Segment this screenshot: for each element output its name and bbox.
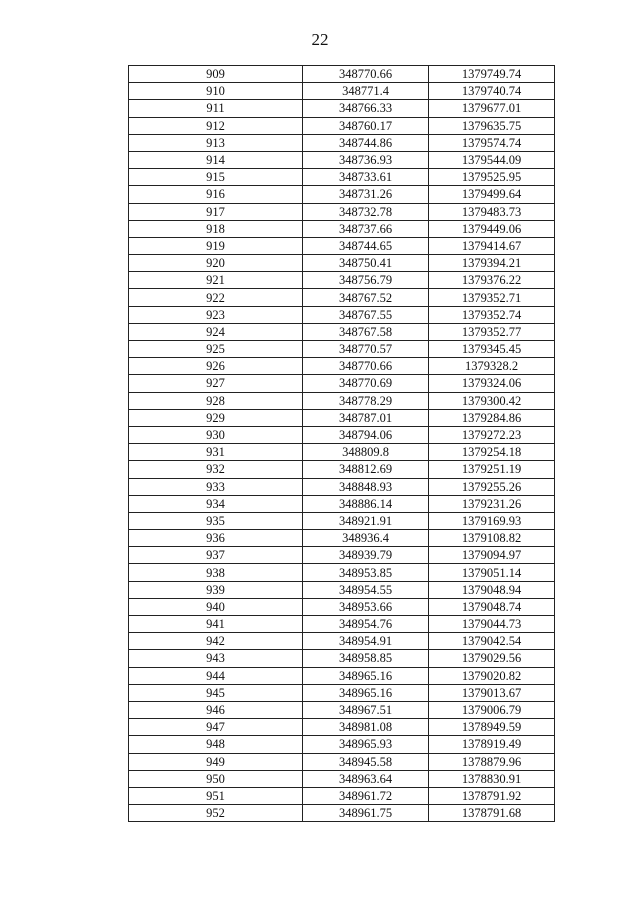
table-row	[129, 495, 555, 512]
table-row	[129, 392, 555, 409]
point-number-cell: 932	[129, 461, 303, 478]
point-number-cell: 916	[129, 186, 303, 203]
x-coordinate-cell: 348770.57	[303, 341, 429, 358]
y-coordinate-cell: 1379094.97	[429, 547, 555, 564]
table-row	[129, 409, 555, 426]
y-coordinate-cell: 1379013.67	[429, 684, 555, 701]
coordinates-table-body	[129, 66, 555, 822]
y-coordinate-cell: 1379048.94	[429, 581, 555, 598]
table-row	[129, 426, 555, 443]
y-coordinate-cell: 1379284.86	[429, 409, 555, 426]
point-number-cell: 924	[129, 323, 303, 340]
point-number-cell: 937	[129, 547, 303, 564]
table-row	[129, 719, 555, 736]
y-coordinate-cell: 1379483.73	[429, 203, 555, 220]
y-coordinate-cell: 1379255.26	[429, 478, 555, 495]
x-coordinate-cell: 348767.52	[303, 289, 429, 306]
point-number-cell: 948	[129, 736, 303, 753]
table-row	[129, 151, 555, 168]
point-number-cell: 939	[129, 581, 303, 598]
x-coordinate-cell: 348737.66	[303, 220, 429, 237]
y-coordinate-cell: 1379324.06	[429, 375, 555, 392]
x-coordinate-cell: 348732.78	[303, 203, 429, 220]
y-coordinate-cell: 1379300.42	[429, 392, 555, 409]
y-coordinate-cell: 1379029.56	[429, 650, 555, 667]
x-coordinate-cell: 348770.66	[303, 66, 429, 83]
point-number-cell: 944	[129, 667, 303, 684]
table-row	[129, 375, 555, 392]
table-row	[129, 736, 555, 753]
y-coordinate-cell: 1379677.01	[429, 100, 555, 117]
y-coordinate-cell: 1379020.82	[429, 667, 555, 684]
table-row	[129, 633, 555, 650]
table-row	[129, 83, 555, 100]
y-coordinate-cell: 1379231.26	[429, 495, 555, 512]
point-number-cell: 912	[129, 117, 303, 134]
y-coordinate-cell: 1378791.68	[429, 805, 555, 822]
table-row	[129, 186, 555, 203]
point-number-cell: 913	[129, 134, 303, 151]
table-row	[129, 203, 555, 220]
x-coordinate-cell: 348954.91	[303, 633, 429, 650]
x-coordinate-cell: 348756.79	[303, 272, 429, 289]
x-coordinate-cell: 348770.66	[303, 358, 429, 375]
x-coordinate-cell: 348939.79	[303, 547, 429, 564]
x-coordinate-cell: 348778.29	[303, 392, 429, 409]
y-coordinate-cell: 1379345.45	[429, 341, 555, 358]
y-coordinate-cell: 1379044.73	[429, 616, 555, 633]
x-coordinate-cell: 348736.93	[303, 151, 429, 168]
point-number-cell: 938	[129, 564, 303, 581]
y-coordinate-cell: 1379352.77	[429, 323, 555, 340]
table-row	[129, 341, 555, 358]
page-number: 22	[311, 30, 329, 49]
y-coordinate-cell: 1379499.64	[429, 186, 555, 203]
point-number-cell: 923	[129, 306, 303, 323]
x-coordinate-cell: 348744.86	[303, 134, 429, 151]
point-number-cell: 915	[129, 169, 303, 186]
table-row	[129, 478, 555, 495]
point-number-cell: 935	[129, 512, 303, 529]
x-coordinate-cell: 348953.85	[303, 564, 429, 581]
table-row	[129, 547, 555, 564]
y-coordinate-cell: 1379006.79	[429, 701, 555, 718]
point-number-cell: 931	[129, 444, 303, 461]
table-row	[129, 787, 555, 804]
y-coordinate-cell: 1379740.74	[429, 83, 555, 100]
y-coordinate-cell: 1379254.18	[429, 444, 555, 461]
point-number-cell: 928	[129, 392, 303, 409]
x-coordinate-cell: 348967.51	[303, 701, 429, 718]
point-number-cell: 919	[129, 237, 303, 254]
table-row	[129, 66, 555, 83]
x-coordinate-cell: 348787.01	[303, 409, 429, 426]
x-coordinate-cell: 348770.69	[303, 375, 429, 392]
point-number-cell: 929	[129, 409, 303, 426]
point-number-cell: 947	[129, 719, 303, 736]
x-coordinate-cell: 348965.16	[303, 667, 429, 684]
table-row	[129, 289, 555, 306]
x-coordinate-cell: 348744.65	[303, 237, 429, 254]
table-row	[129, 100, 555, 117]
table-row	[129, 169, 555, 186]
x-coordinate-cell: 348848.93	[303, 478, 429, 495]
point-number-cell: 922	[129, 289, 303, 306]
table-row	[129, 306, 555, 323]
y-coordinate-cell: 1379525.95	[429, 169, 555, 186]
x-coordinate-cell: 348812.69	[303, 461, 429, 478]
table-row	[129, 805, 555, 822]
y-coordinate-cell: 1379048.74	[429, 598, 555, 615]
point-number-cell: 926	[129, 358, 303, 375]
x-coordinate-cell: 348936.4	[303, 530, 429, 547]
table-row	[129, 701, 555, 718]
x-coordinate-cell: 348760.17	[303, 117, 429, 134]
y-coordinate-cell: 1379376.22	[429, 272, 555, 289]
table-row	[129, 770, 555, 787]
x-coordinate-cell: 348965.93	[303, 736, 429, 753]
y-coordinate-cell: 1379635.75	[429, 117, 555, 134]
x-coordinate-cell: 348981.08	[303, 719, 429, 736]
x-coordinate-cell: 348958.85	[303, 650, 429, 667]
y-coordinate-cell: 1379414.67	[429, 237, 555, 254]
x-coordinate-cell: 348766.33	[303, 100, 429, 117]
point-number-cell: 917	[129, 203, 303, 220]
point-number-cell: 936	[129, 530, 303, 547]
x-coordinate-cell: 348961.75	[303, 805, 429, 822]
x-coordinate-cell: 348771.4	[303, 83, 429, 100]
table-row	[129, 598, 555, 615]
table-row	[129, 272, 555, 289]
y-coordinate-cell: 1379449.06	[429, 220, 555, 237]
point-number-cell: 943	[129, 650, 303, 667]
x-coordinate-cell: 348794.06	[303, 426, 429, 443]
point-number-cell: 927	[129, 375, 303, 392]
x-coordinate-cell: 348809.8	[303, 444, 429, 461]
point-number-cell: 933	[129, 478, 303, 495]
point-number-cell: 940	[129, 598, 303, 615]
y-coordinate-cell: 1379749.74	[429, 66, 555, 83]
point-number-cell: 950	[129, 770, 303, 787]
y-coordinate-cell: 1379544.09	[429, 151, 555, 168]
point-number-cell: 921	[129, 272, 303, 289]
y-coordinate-cell: 1379272.23	[429, 426, 555, 443]
y-coordinate-cell: 1379042.54	[429, 633, 555, 650]
x-coordinate-cell: 348965.16	[303, 684, 429, 701]
x-coordinate-cell: 348954.76	[303, 616, 429, 633]
table-row	[129, 564, 555, 581]
point-number-cell: 918	[129, 220, 303, 237]
point-number-cell: 951	[129, 787, 303, 804]
table-row	[129, 255, 555, 272]
x-coordinate-cell: 348963.64	[303, 770, 429, 787]
point-number-cell: 945	[129, 684, 303, 701]
table-row	[129, 684, 555, 701]
point-number-cell: 949	[129, 753, 303, 770]
point-number-cell: 934	[129, 495, 303, 512]
table-row	[129, 323, 555, 340]
table-row	[129, 581, 555, 598]
y-coordinate-cell: 1379169.93	[429, 512, 555, 529]
point-number-cell: 911	[129, 100, 303, 117]
table-row	[129, 444, 555, 461]
y-coordinate-cell: 1379051.14	[429, 564, 555, 581]
coordinates-table	[128, 65, 555, 822]
point-number-cell: 920	[129, 255, 303, 272]
x-coordinate-cell: 348945.58	[303, 753, 429, 770]
table-row	[129, 650, 555, 667]
x-coordinate-cell: 348921.91	[303, 512, 429, 529]
table-row	[129, 134, 555, 151]
x-coordinate-cell: 348961.72	[303, 787, 429, 804]
y-coordinate-cell: 1378919.49	[429, 736, 555, 753]
table-row	[129, 753, 555, 770]
point-number-cell: 925	[129, 341, 303, 358]
x-coordinate-cell: 348953.66	[303, 598, 429, 615]
y-coordinate-cell: 1379574.74	[429, 134, 555, 151]
table-row	[129, 358, 555, 375]
y-coordinate-cell: 1379394.21	[429, 255, 555, 272]
point-number-cell: 914	[129, 151, 303, 168]
y-coordinate-cell: 1379352.71	[429, 289, 555, 306]
y-coordinate-cell: 1378791.92	[429, 787, 555, 804]
y-coordinate-cell: 1378949.59	[429, 719, 555, 736]
x-coordinate-cell: 348886.14	[303, 495, 429, 512]
point-number-cell: 942	[129, 633, 303, 650]
y-coordinate-cell: 1379328.2	[429, 358, 555, 375]
x-coordinate-cell: 348767.58	[303, 323, 429, 340]
x-coordinate-cell: 348767.55	[303, 306, 429, 323]
table-row	[129, 616, 555, 633]
x-coordinate-cell: 348731.26	[303, 186, 429, 203]
point-number-cell: 946	[129, 701, 303, 718]
point-number-cell: 930	[129, 426, 303, 443]
y-coordinate-cell: 1378830.91	[429, 770, 555, 787]
table-row	[129, 461, 555, 478]
x-coordinate-cell: 348733.61	[303, 169, 429, 186]
table-row	[129, 530, 555, 547]
y-coordinate-cell: 1378879.96	[429, 753, 555, 770]
table-row	[129, 667, 555, 684]
table-row	[129, 512, 555, 529]
point-number-cell: 909	[129, 66, 303, 83]
table-row	[129, 237, 555, 254]
y-coordinate-cell: 1379352.74	[429, 306, 555, 323]
point-number-cell: 941	[129, 616, 303, 633]
table-row	[129, 220, 555, 237]
point-number-cell: 910	[129, 83, 303, 100]
table-row	[129, 117, 555, 134]
x-coordinate-cell: 348954.55	[303, 581, 429, 598]
y-coordinate-cell: 1379108.82	[429, 530, 555, 547]
x-coordinate-cell: 348750.41	[303, 255, 429, 272]
point-number-cell: 952	[129, 805, 303, 822]
y-coordinate-cell: 1379251.19	[429, 461, 555, 478]
